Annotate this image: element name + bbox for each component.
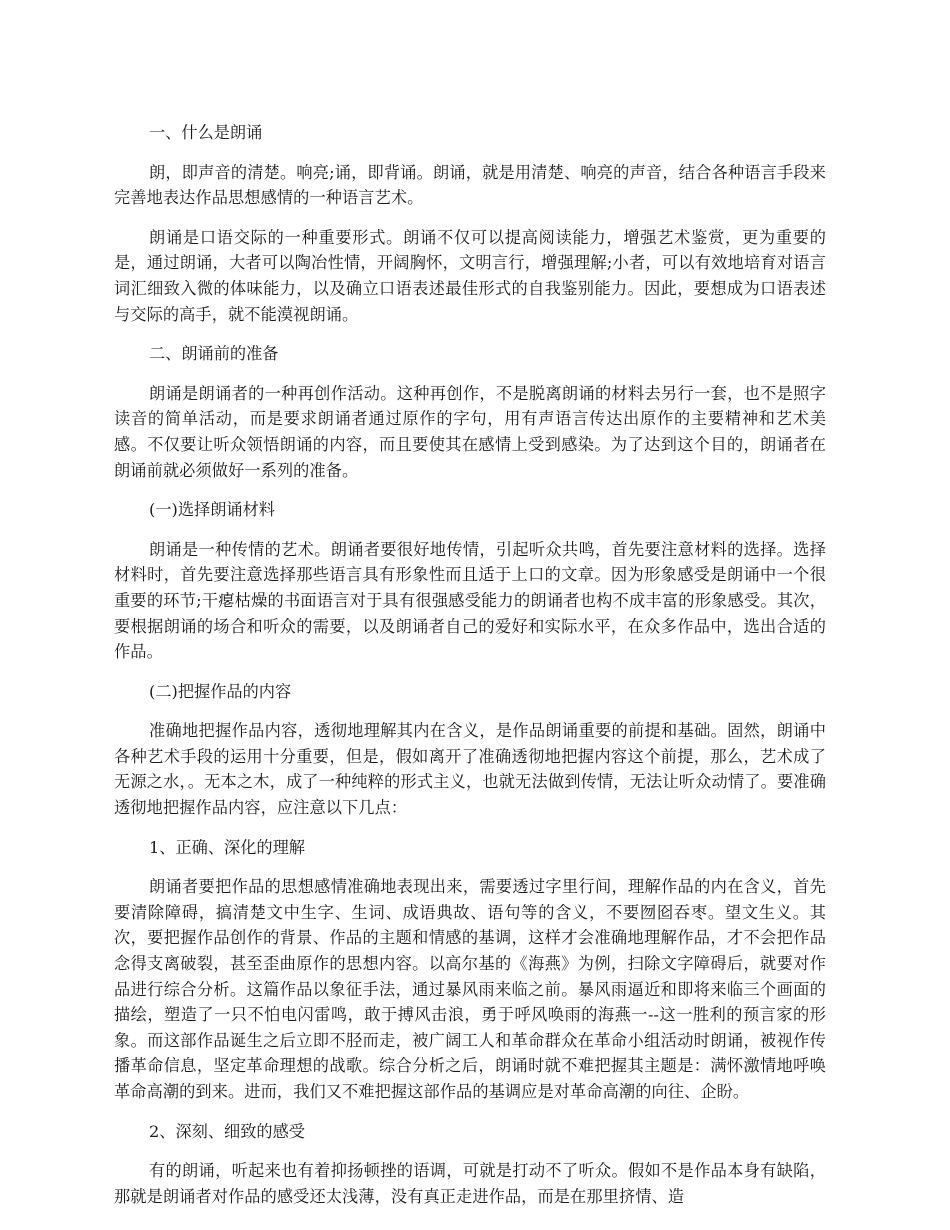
paragraph-choose-material: 朗诵是一种传情的艺术。朗诵者要很好地传情，引起听众共鸣，首先要注意材料的选择。选择材料时，首先要注意选择那些语言具有形象性而且适于上口的文章。因为形象感受是朗诵中一个很重要的环节;干瘪枯燥的书面语言对于具有很强感受能力的朗诵者也构不成丰富的形象感受。其次，要根据朗诵的场合和听众的需要，以及朗诵者自己的爱好和实际水平，在众多作品中，选出合适的作品。: [114, 539, 826, 662]
point-heading-understanding: 1、正确、深化的理解: [149, 837, 305, 857]
document-body: [114, 120, 826, 1223]
paragraph-feeling: 有的朗诵，听起来也有着抑扬顿挫的语调，可就是打动不了听众。假如不是作品本身有缺陷，那就是朗诵者对作品的感受还太浅薄，没有真正走进作品，而是在那里挤情、造: [114, 1161, 826, 1206]
section-heading-preparation: 二、朗诵前的准备: [149, 344, 279, 364]
paragraph-recreation: 朗诵是朗诵者的一种再创作活动。这种再创作，不是脱离朗诵的材料去另行一套，也不是照字读音的简单活动，而是要求朗诵者通过原作的字句，用有声语言传达出原作的主要精神和艺术美感。不仅要让听众领悟朗诵的内容，而且要使其在感情上受到感染。为了达到这个目的，朗诵者在朗诵前就必须做好一系列的准备。: [114, 383, 826, 480]
paragraph-understanding: 朗诵者要把作品的思想感情准确地表现出来，需要透过字里行间，理解作品的内在含义，首先要清除障碍，搞清楚文中生字、生词、成语典故、语句等的含义，不要囫囵吞枣。望文生义。其次，要把握作品创作的背景、作品的主题和情感的基调，这样才会准确地理解作品，才不会把作品念得支离破裂，甚至歪曲原作的思想内容。以高尔基的《海燕》为例，扫除文字障碍后，就要对作品进行综合分析。这篇作品以象征手法，通过暴风雨来临之前。暴风雨逼近和即将来临三个画面的描绘，塑造了一只不怕电闪雷鸣，敢于搏风击浪，勇于呼风唤雨的海燕一--这一胜利的预言家的形象。而这部作品诞生之后立即不胫而走，被广阔工人和革命群众在革命小组活动时朗诵，被视作传播革命信息，坚定革命理想的战歌。综合分析之后，朗诵时就不难把握其主题是：满怀激情地呼唤革命高潮的到来。进而，我们又不难把握这部作品的基调应是对革命高潮的向往、企盼。: [114, 877, 826, 1101]
section-heading-what-is-recitation: 一、什么是朗诵: [149, 123, 263, 142]
paragraph-definition: 朗，即声音的清楚。响亮;诵，即背诵。朗诵，就是用清楚、响亮的声音，结合各种语言手段来完善地表达作品思想感情的一种语言艺术。: [114, 162, 826, 208]
paragraph-importance: 朗诵是口语交际的一种重要形式。朗诵不仅可以提高阅读能力，增强艺术鉴赏，更为重要的是，通过朗诵，大者可以陶冶性情，开阔胸怀，文明言行，增强理解;小者，可以有效地培育对语言词汇细致入微的体味能力，以及确立口语表述最佳形式的自我鉴别能力。因此，要想成为口语表述与交际的高手，就不能漠视朗诵。: [114, 227, 826, 324]
subheading-grasp-content: (二)把握作品的内容: [149, 681, 292, 701]
point-heading-feeling: 2、深刻、细致的感受: [149, 1121, 305, 1141]
paragraph-grasp-content: 准确地把握作品内容，透彻地理解其内在含义，是作品朗诵重要的前提和基础。固然，朗诵中各种艺术手段的运用十分重要，但是，假如离开了准确透彻地把握内容这个前提，那么，艺术成了无源之水，。无本之木，成了一种纯粹的形式主义，也就无法做到传情，无法让听众动情了。要准确透彻地把握作品内容，应注意以下几点：: [114, 721, 826, 818]
subheading-choose-material: (一)选择朗诵材料: [149, 500, 275, 520]
